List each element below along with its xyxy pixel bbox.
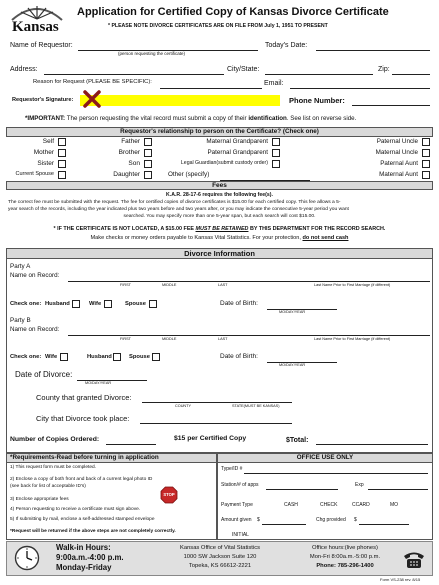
important-emph: identification — [248, 115, 287, 122]
rel-paternal-uncle-label: Paternal Uncle — [376, 138, 418, 145]
party-b-name-label: Name on Record: — [10, 326, 60, 333]
party-a-wife-label: Wife — [89, 301, 102, 307]
rel-self-checkbox[interactable] — [58, 138, 66, 146]
party-a-checkone: Check one: — [10, 301, 42, 307]
party-b-label: Party B — [10, 317, 31, 324]
party-b-wife-checkbox[interactable] — [60, 353, 68, 361]
reason-label: Reason for Request (PLEASE BE SPECIFIC): — [33, 79, 152, 85]
party-a-sub-first: FIRST — [120, 283, 131, 287]
date-of-divorce-label: Date of Divorce: — [15, 370, 73, 379]
fees-text-2: year search of the records, including the year indicated plus two years before and two years after, or you may indicate the consecutive 5-year period you want — [8, 207, 349, 212]
requirement-2: 2) Enclose a copy of both front and back of a current legal photo ID — [10, 477, 153, 482]
office-dollar-2: $ — [354, 517, 357, 523]
phone-hours-title: Office hours:(live phones) — [312, 545, 378, 551]
office-chg-provided: Chg provided — [316, 517, 346, 523]
stop-sign-text: STOP — [163, 492, 175, 497]
signature-field[interactable] — [80, 95, 280, 106]
rel-daughter-checkbox[interactable] — [144, 171, 152, 179]
fees-text-3: searched. You may specify more than one 5-year span, but each search will cost $15.00. — [123, 214, 316, 219]
email-label: Email: — [264, 80, 284, 87]
county-granted-field[interactable] — [142, 402, 292, 403]
party-a-sub-prior: Last Name Prior to First Marriage (if different) — [314, 283, 391, 287]
date-of-divorce-sub: MO/DAY/YEAR — [85, 381, 112, 385]
walkin-title: Walk-in Hours: — [56, 543, 111, 552]
office-check: CHECK — [320, 502, 338, 508]
rel-father-label: Father — [121, 138, 140, 145]
party-a-label: Party A — [10, 263, 31, 270]
requirement-4: 4) Person requesting to receive a certificate must sign above. — [10, 507, 141, 512]
walkin-hours: 9:00a.m.-4:00 p.m. — [56, 553, 124, 562]
party-a-sub-last: LAST — [218, 283, 228, 287]
rel-self-label: Self — [42, 138, 54, 145]
email-field[interactable] — [290, 88, 430, 89]
rel-legal-guardian-label: Legal Guardian(submit custody order) — [180, 160, 268, 166]
party-b-sub-middle: MIDDLE — [162, 337, 177, 341]
office-initial: INITIAL — [232, 532, 249, 538]
phone-number: Phone: 785-296-1400 — [316, 563, 374, 569]
party-b-sub-first: FIRST — [120, 337, 131, 341]
office-type-id-field[interactable] — [244, 473, 428, 474]
office-mo: MO — [390, 502, 399, 508]
page-title: Application for Certified Copy of Kansas Divorce Certificate — [77, 6, 389, 18]
requestor-name-sublabel: (person requesting the certificate) — [118, 51, 186, 56]
telephone-icon — [402, 548, 426, 570]
rel-paternal-grandparent-label: Paternal Grandparent — [207, 149, 268, 156]
party-a-name-label: Name on Record: — [10, 272, 60, 279]
copies-field[interactable] — [106, 444, 156, 445]
footer-address-1: Kansas Office of Vital Statistics — [179, 545, 260, 551]
zip-label: Zip: — [378, 66, 390, 73]
relationship-header: Requestor's relationship to person on the Certificate? (Check one) — [6, 127, 433, 137]
rel-brother-checkbox[interactable] — [144, 149, 152, 157]
rel-sister-label: Sister — [37, 160, 54, 167]
divorce-header: Divorce Information — [6, 248, 433, 259]
party-b-dob-label: Date of Birth: — [220, 353, 258, 360]
city-divorce-field[interactable] — [140, 423, 292, 424]
stop-sign-icon — [160, 486, 178, 504]
fees-not-found-pre: * IF THE CERTIFICATE IS NOT LOCATED, A $15.00 FEE — [53, 226, 195, 232]
office-station: Station/# of apps — [221, 482, 259, 488]
fees-payable — [0, 236, 439, 242]
rel-son-label: Son — [128, 160, 140, 167]
important-text: The person requesting the vital record must submit a copy of their — [66, 115, 247, 122]
address-field[interactable] — [44, 74, 224, 75]
todays-date-label: Today's Date: — [265, 42, 308, 49]
party-a-spouse-label: Spouse — [125, 301, 146, 307]
important-suffix: . See list on reverse side. — [286, 115, 357, 122]
rel-maternal-grandparent-checkbox[interactable] — [272, 138, 280, 146]
rel-other-label: Other (specify) — [168, 171, 210, 178]
rel-paternal-grandparent-checkbox[interactable] — [272, 149, 280, 157]
total-field[interactable] — [316, 444, 428, 445]
party-b-dob-sub: MO/DAY/YEAR — [279, 363, 306, 367]
copies-label: Number of Copies Ordered: — [10, 436, 100, 443]
office-exp: Exp — [355, 482, 364, 488]
party-a-dob-label: Date of Birth: — [220, 300, 258, 307]
requirements-note: *Request will be returned if the above steps are not completely correctly. — [10, 529, 176, 534]
phone-hours: Mon-Fri 8:00a.m.-5:00 p.m. — [309, 554, 381, 560]
party-b-sub-prior: Last Name Prior to First Marriage (if different) — [314, 337, 391, 341]
county-sub: COUNTY — [175, 404, 192, 408]
requirement-3: 3) Enclose appropriate fees — [10, 497, 69, 502]
office-header: OFFICE USE ONLY — [217, 453, 433, 463]
party-a-sub-middle: MIDDLE — [162, 283, 177, 287]
relationship-col3 — [160, 138, 280, 180]
office-ccard: CCARD — [352, 502, 370, 508]
footer-address-3: Topeka, KS 66612-2221 — [188, 563, 252, 569]
address-label: Address: — [10, 66, 38, 73]
reason-field[interactable] — [160, 88, 262, 89]
rel-maternal-grandparent-label: Maternal Grandparent — [206, 138, 268, 145]
rel-maternal-uncle-checkbox[interactable] — [422, 149, 430, 157]
fees-text-1: The correct fee must be submitted with the request. The fee for certified copies of divorce certificates is $15.00 for each certified copy. This fee allows a 5- — [8, 200, 341, 205]
state-sub: STATE(MUST BE KANSAS) — [232, 404, 280, 408]
requirements-header: *Requirements-Read before turning in application — [6, 453, 217, 463]
fees-not-found — [0, 227, 439, 232]
party-b-wife-label: Wife — [45, 354, 58, 360]
fees-kar: K.A.R. 28-17-6 requires the following fee(s). — [166, 192, 273, 198]
requestor-name-label: Name of Requestor: — [10, 42, 73, 49]
clock-icon — [14, 545, 40, 571]
office-payment-type: Payment Type — [221, 502, 253, 508]
office-amount-given: Amount given — [221, 517, 252, 523]
city-divorce-label: City that Divorce took place: — [36, 414, 130, 423]
relationship-col4 — [330, 138, 430, 180]
party-a-name-field[interactable] — [68, 281, 430, 282]
relationship-col1 — [6, 138, 66, 180]
rel-daughter-label: Daughter — [113, 171, 140, 178]
rel-sister-checkbox[interactable] — [58, 160, 66, 168]
party-a-wife-checkbox[interactable] — [104, 300, 112, 308]
party-a-dob-sub: MO/DAY/YEAR — [279, 310, 306, 314]
rel-paternal-aunt-checkbox[interactable] — [422, 160, 430, 168]
office-dollar-1: $ — [257, 517, 260, 523]
footer-address-2: 1000 SW Jackson Suite 120 — [183, 554, 257, 560]
rel-maternal-aunt-label: Maternal Aunt — [379, 171, 418, 178]
relationship-col2 — [80, 138, 152, 180]
notice-text: * PLEASE NOTE DIVORCE CERTIFICATES ARE ON FILE FROM July 1, 1951 TO PRESENT — [108, 23, 328, 29]
requirement-1: 1) This request form must be completed. — [10, 465, 97, 470]
todays-date-field[interactable] — [316, 50, 430, 51]
phone-field[interactable] — [352, 105, 430, 106]
important-prefix: *IMPORTANT: — [25, 115, 66, 122]
per-copy-text: $15 per Certified Copy — [174, 435, 247, 442]
rel-brother-label: Brother — [118, 149, 140, 156]
form-id: Form VS-238 rev. 8/15 — [380, 577, 421, 582]
sign-here-x-icon — [82, 89, 102, 109]
office-cash: CASH — [284, 502, 298, 508]
signature-label: Requestor's Signature: — [12, 97, 74, 103]
office-box — [217, 453, 433, 540]
requirement-5: 5) If submitting by mail, enclose a self-addressed stamped envelope — [10, 517, 155, 522]
party-a-husband-checkbox[interactable] — [72, 300, 80, 308]
total-label: $Total: — [286, 437, 309, 444]
party-a-spouse-checkbox[interactable] — [149, 300, 157, 308]
county-granted-label: County that granted Divorce: — [36, 393, 132, 402]
party-b-checkone: Check one: — [10, 354, 42, 360]
rel-paternal-aunt-label: Paternal Aunt — [380, 160, 418, 167]
rel-maternal-uncle-label: Maternal Uncle — [375, 149, 418, 156]
city-state-field[interactable] — [265, 74, 373, 75]
party-b-husband-label: Husband — [87, 354, 112, 360]
fees-not-found-emph: MUST BE RETAINED — [195, 226, 249, 232]
requirement-2b: (see back for list of acceptable ID's) — [10, 484, 86, 489]
fees-payable-text: Make checks or money orders payable to Kansas Vital Statistics. For your protection, — [90, 235, 301, 241]
rel-current-spouse-checkbox[interactable] — [58, 171, 66, 179]
kansas-logo — [6, 2, 68, 36]
party-b-name-field[interactable] — [68, 335, 430, 336]
logo-text: Kansas — [12, 19, 59, 35]
rel-paternal-uncle-checkbox[interactable] — [422, 138, 430, 146]
rel-father-checkbox[interactable] — [144, 138, 152, 146]
office-amount-field[interactable] — [262, 524, 306, 525]
office-type-id: Type/ID # — [221, 466, 243, 472]
office-chg-field[interactable] — [359, 524, 409, 525]
walkin-days: Monday-Friday — [56, 563, 112, 572]
fees-not-found-post: BY THIS DEPARTMENT FOR THE RECORD SEARCH. — [249, 226, 386, 232]
party-b-husband-checkbox[interactable] — [113, 353, 121, 361]
rel-son-checkbox[interactable] — [144, 160, 152, 168]
phone-label: Phone Number: — [289, 96, 345, 105]
party-b-spouse-label: Spouse — [129, 354, 150, 360]
rel-maternal-aunt-checkbox[interactable] — [422, 171, 430, 179]
rel-mother-label: Mother — [33, 149, 54, 156]
fees-no-cash: do not send cash — [302, 235, 349, 241]
party-a-husband-label: Husband — [45, 301, 70, 307]
fees-header: Fees — [6, 181, 433, 190]
rel-mother-checkbox[interactable] — [58, 149, 66, 157]
office-station-field[interactable] — [266, 489, 338, 490]
party-b-spouse-checkbox[interactable] — [152, 353, 160, 361]
rel-legal-guardian-checkbox[interactable] — [272, 160, 280, 168]
party-b-sub-last: LAST — [218, 337, 228, 341]
office-exp-field[interactable] — [368, 489, 428, 490]
zip-field[interactable] — [392, 74, 430, 75]
important-note — [25, 116, 356, 122]
rel-current-spouse-label: Current Spouse — [15, 171, 54, 177]
city-state-label: City/State: — [227, 66, 260, 73]
